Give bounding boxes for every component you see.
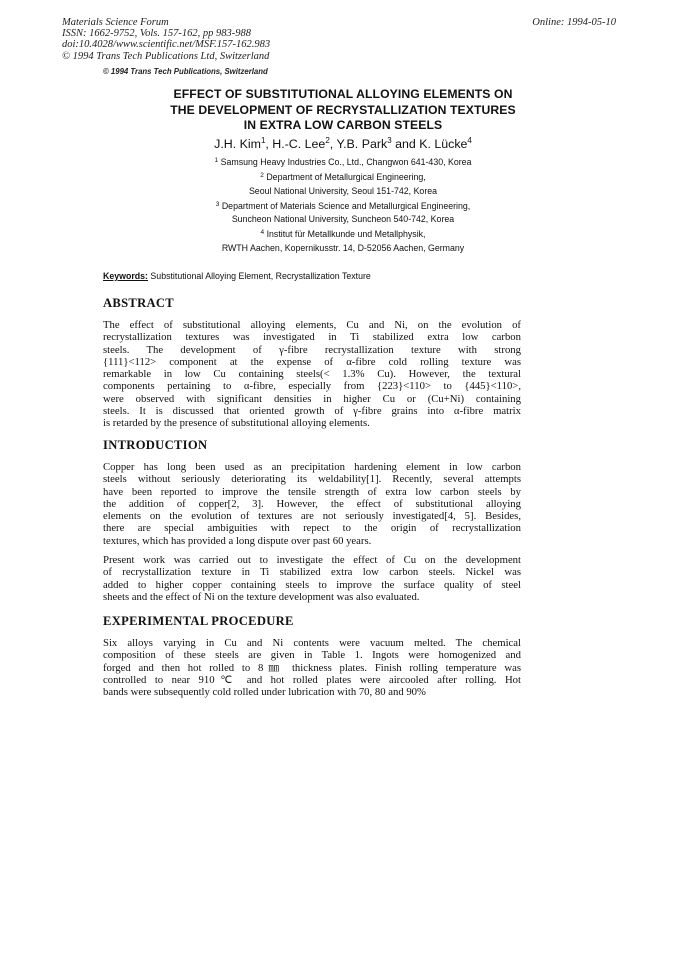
author-sup: 3 — [387, 136, 392, 145]
text-line: {111}<112> component at the expense of α-fibre cold rolling texture was — [103, 355, 521, 368]
author-sep: , — [265, 137, 273, 151]
author-name: J.H. Kim — [214, 137, 261, 151]
author-sep: and — [391, 137, 420, 151]
affiliations — [103, 154, 583, 255]
text-line: Present work was carried out to investigate the effect of Cu on the development — [103, 554, 521, 566]
text-line: components pertaining to α-fibre, especially from {223}<110> to {445}<110>, — [103, 380, 521, 393]
text-line: composition of these steels are given in Table 1. Ingots were homogenized and — [103, 649, 521, 662]
title-line: EFFECT OF SUBSTITUTIONAL ALLOYING ELEMENTS ON — [173, 87, 513, 101]
author-name: Y.B. Park — [336, 137, 388, 151]
affiliation-text: Institut für Metallkunde und Metallphysik, — [266, 229, 426, 240]
text-line: bands were subsequently cold rolled under lubrication with 70, 80 and 90% — [103, 686, 426, 698]
author-name: K. Lücke — [419, 137, 468, 151]
issn-line: ISSN: 1662-9752, Vols. 157-162, pp 983-988 — [62, 28, 251, 40]
affiliation-line — [103, 169, 583, 184]
affiliation-sup: 2 — [260, 172, 264, 180]
text-line: steels. It is discussed that oriented growth of γ-fibre grains into α-fibre matrix — [103, 404, 521, 417]
affiliation-line — [103, 226, 583, 241]
affiliation-text: Department of Metallurgical Engineering, — [266, 172, 426, 183]
abstract-heading: ABSTRACT — [103, 296, 174, 310]
affiliation-sup: 3 — [215, 200, 220, 208]
experimental-paragraph — [103, 637, 521, 698]
text-line: controlled to near 910℃ and hot rolled plates were aircooled after rolling. Hot — [103, 673, 521, 686]
abstract-text — [103, 319, 521, 429]
text-line: added to higher copper containing steels to improve the surface quality of steel — [103, 578, 521, 591]
text-line: of recrystallization texture in Ti stabilized extra low carbon steels. Nickel was — [103, 566, 521, 579]
copyright-notice: © 1994 Trans Tech Publications, Switzerland — [103, 67, 268, 76]
text-line: there are special ambiguities with repect to the origin of recrystallization — [103, 522, 521, 535]
text-line: Six alloys varying in Cu and Ni contents were vacuum melted. The chemical — [103, 637, 521, 649]
text-line: were observed with significant densities in higher Cu or (Cu+Ni) containing — [103, 392, 521, 405]
affiliation-line: Suncheon National University, Suncheon 540-742, Korea — [231, 214, 455, 225]
introduction-paragraph — [103, 461, 521, 547]
affiliation-text: Department of Materials Science and Metallurgical Engineering, — [221, 200, 471, 211]
publisher-line: © 1994 Trans Tech Publications Ltd, Switzerland — [62, 50, 270, 62]
online-date: Online: 1994-05-10 — [532, 17, 616, 28]
text-line: steels. The development of γ-fibre recrystallization texture with strong — [103, 343, 521, 356]
affiliation-line: RWTH Aachen, Kopernikusstr. 14, D-52056 Aachen, Germany — [221, 242, 465, 253]
text-line: remarkable in low Cu containing steels(< 1.3% Cu). However, the textural — [103, 368, 521, 380]
text-line: textures, which has provided a long dispute over past 60 years. — [103, 534, 372, 547]
author-sep: , — [329, 137, 337, 151]
affiliation-sup: 1 — [214, 157, 219, 164]
text-line: sheets and the effect of Ni on the texture development was also evaluated. — [103, 590, 420, 603]
author-sup: 4 — [467, 136, 472, 145]
text-line: the addition of copper[2, 3]. However, the effect of substitutional alloying — [103, 497, 521, 510]
keywords-label: Keywords: — [103, 271, 148, 281]
title-line: IN EXTRA LOW CARBON STEELS — [243, 118, 443, 132]
title-line: THE DEVELOPMENT OF RECRYSTALLIZATION TEXTURES — [170, 102, 516, 117]
affiliation-text: Samsung Heavy Industries Co., Ltd., Changwon 641-430, Korea — [220, 157, 472, 167]
text-line: Copper has long been used as an precipitation hardening element in low carbon — [103, 461, 521, 473]
text-line: forged and then hot rolled to 8㎜ thickness plates. Finish rolling temperature was — [103, 661, 521, 674]
experimental-heading: EXPERIMENTAL PROCEDURE — [103, 614, 294, 628]
journal-name: Materials Science Forum — [62, 17, 169, 28]
affiliation-line — [103, 154, 583, 169]
author-sup: 2 — [325, 136, 330, 145]
author-list — [103, 134, 583, 151]
text-line: is retarded by the presence of substitutional alloying elements. — [103, 417, 370, 429]
text-line: elements on the evolution of textures are not seriously investigated[4, 5]. Besides, — [103, 510, 521, 522]
keywords-text: Substitutional Alloying Element, Recrystallization Texture — [147, 271, 371, 281]
paper-title — [103, 87, 583, 134]
author-name: H.-C. Lee — [272, 137, 326, 151]
affiliation-sup: 4 — [260, 229, 265, 237]
author-sup: 1 — [260, 136, 266, 145]
publication-meta — [62, 17, 270, 62]
text-line: steels without seriously deteriorating its weldability[1]. Recently, several attempts — [103, 473, 521, 486]
introduction-paragraph — [103, 554, 521, 603]
keywords — [103, 271, 371, 281]
text-line: The effect of substitutional alloying elements, Cu and Ni, on the evolution of — [103, 319, 521, 331]
affiliation-line: Seoul National University, Seoul 151-742, Korea — [248, 185, 438, 196]
text-line: recrystallization textures was investigated in Ti stabilized extra low carbon — [103, 331, 521, 344]
affiliation-line — [103, 198, 583, 213]
text-line: have been reported to improve the tensile strength of extra low carbon steels by — [103, 485, 521, 498]
introduction-heading: INTRODUCTION — [103, 438, 208, 452]
doi-line: doi:10.4028/www.scientific.net/MSF.157-162.983 — [62, 39, 271, 51]
